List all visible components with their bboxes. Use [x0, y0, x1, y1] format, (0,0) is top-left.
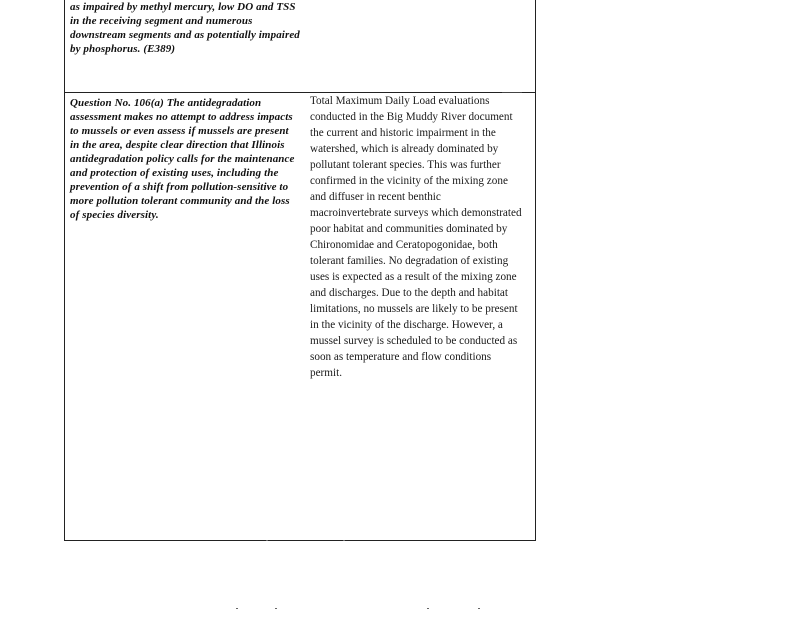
scan-speck — [236, 608, 238, 609]
scan-speck — [427, 608, 429, 609]
scan-speck — [343, 540, 345, 541]
comment-response-table — [64, 0, 536, 541]
scan-speck — [266, 540, 268, 541]
scan-speck — [275, 608, 277, 609]
previous-question-text: as impaired by methyl mercury, low DO and TSS in the receiving segment and numerous downstream segments and as potentially impaired by phosphorus. (E389) — [70, 1, 300, 55]
scan-mark — [502, 92, 522, 93]
question-106a-text: Question No. 106(a) The antidegradation assessment makes no attempt to address impacts to mussels or even assess if mussels are present in the area, despite clear direction that Illinois antidegradation policy calls for the maintenance and protection of existing uses, including the prevention of a shift from pollution-sensitive to more pollution tolerant community and the loss of species diversity. — [70, 97, 295, 221]
scan-speck — [478, 608, 480, 609]
response-106a-text: Total Maximum Daily Load evaluations conducted in the Big Muddy River document the current and historic impairment in the watershed, which is already dominated by pollutant tolerant species. This was further confirmed in the vicinity of the mixing zone and diffuser in recent benthic macroinvertebrate surveys which demonstrated poor habitat and communities dominated by Chironomidae and Ceratopogonidae, both tolerant families. No degradation of existing uses is expected as a result of the mixing zone and discharges. Due to the depth and habitat limitations, no mussels are likely to be present in the vicinity of the discharge. However, a mussel survey is scheduled to be conducted as soon as temperature and flow conditions permit. — [310, 95, 522, 379]
